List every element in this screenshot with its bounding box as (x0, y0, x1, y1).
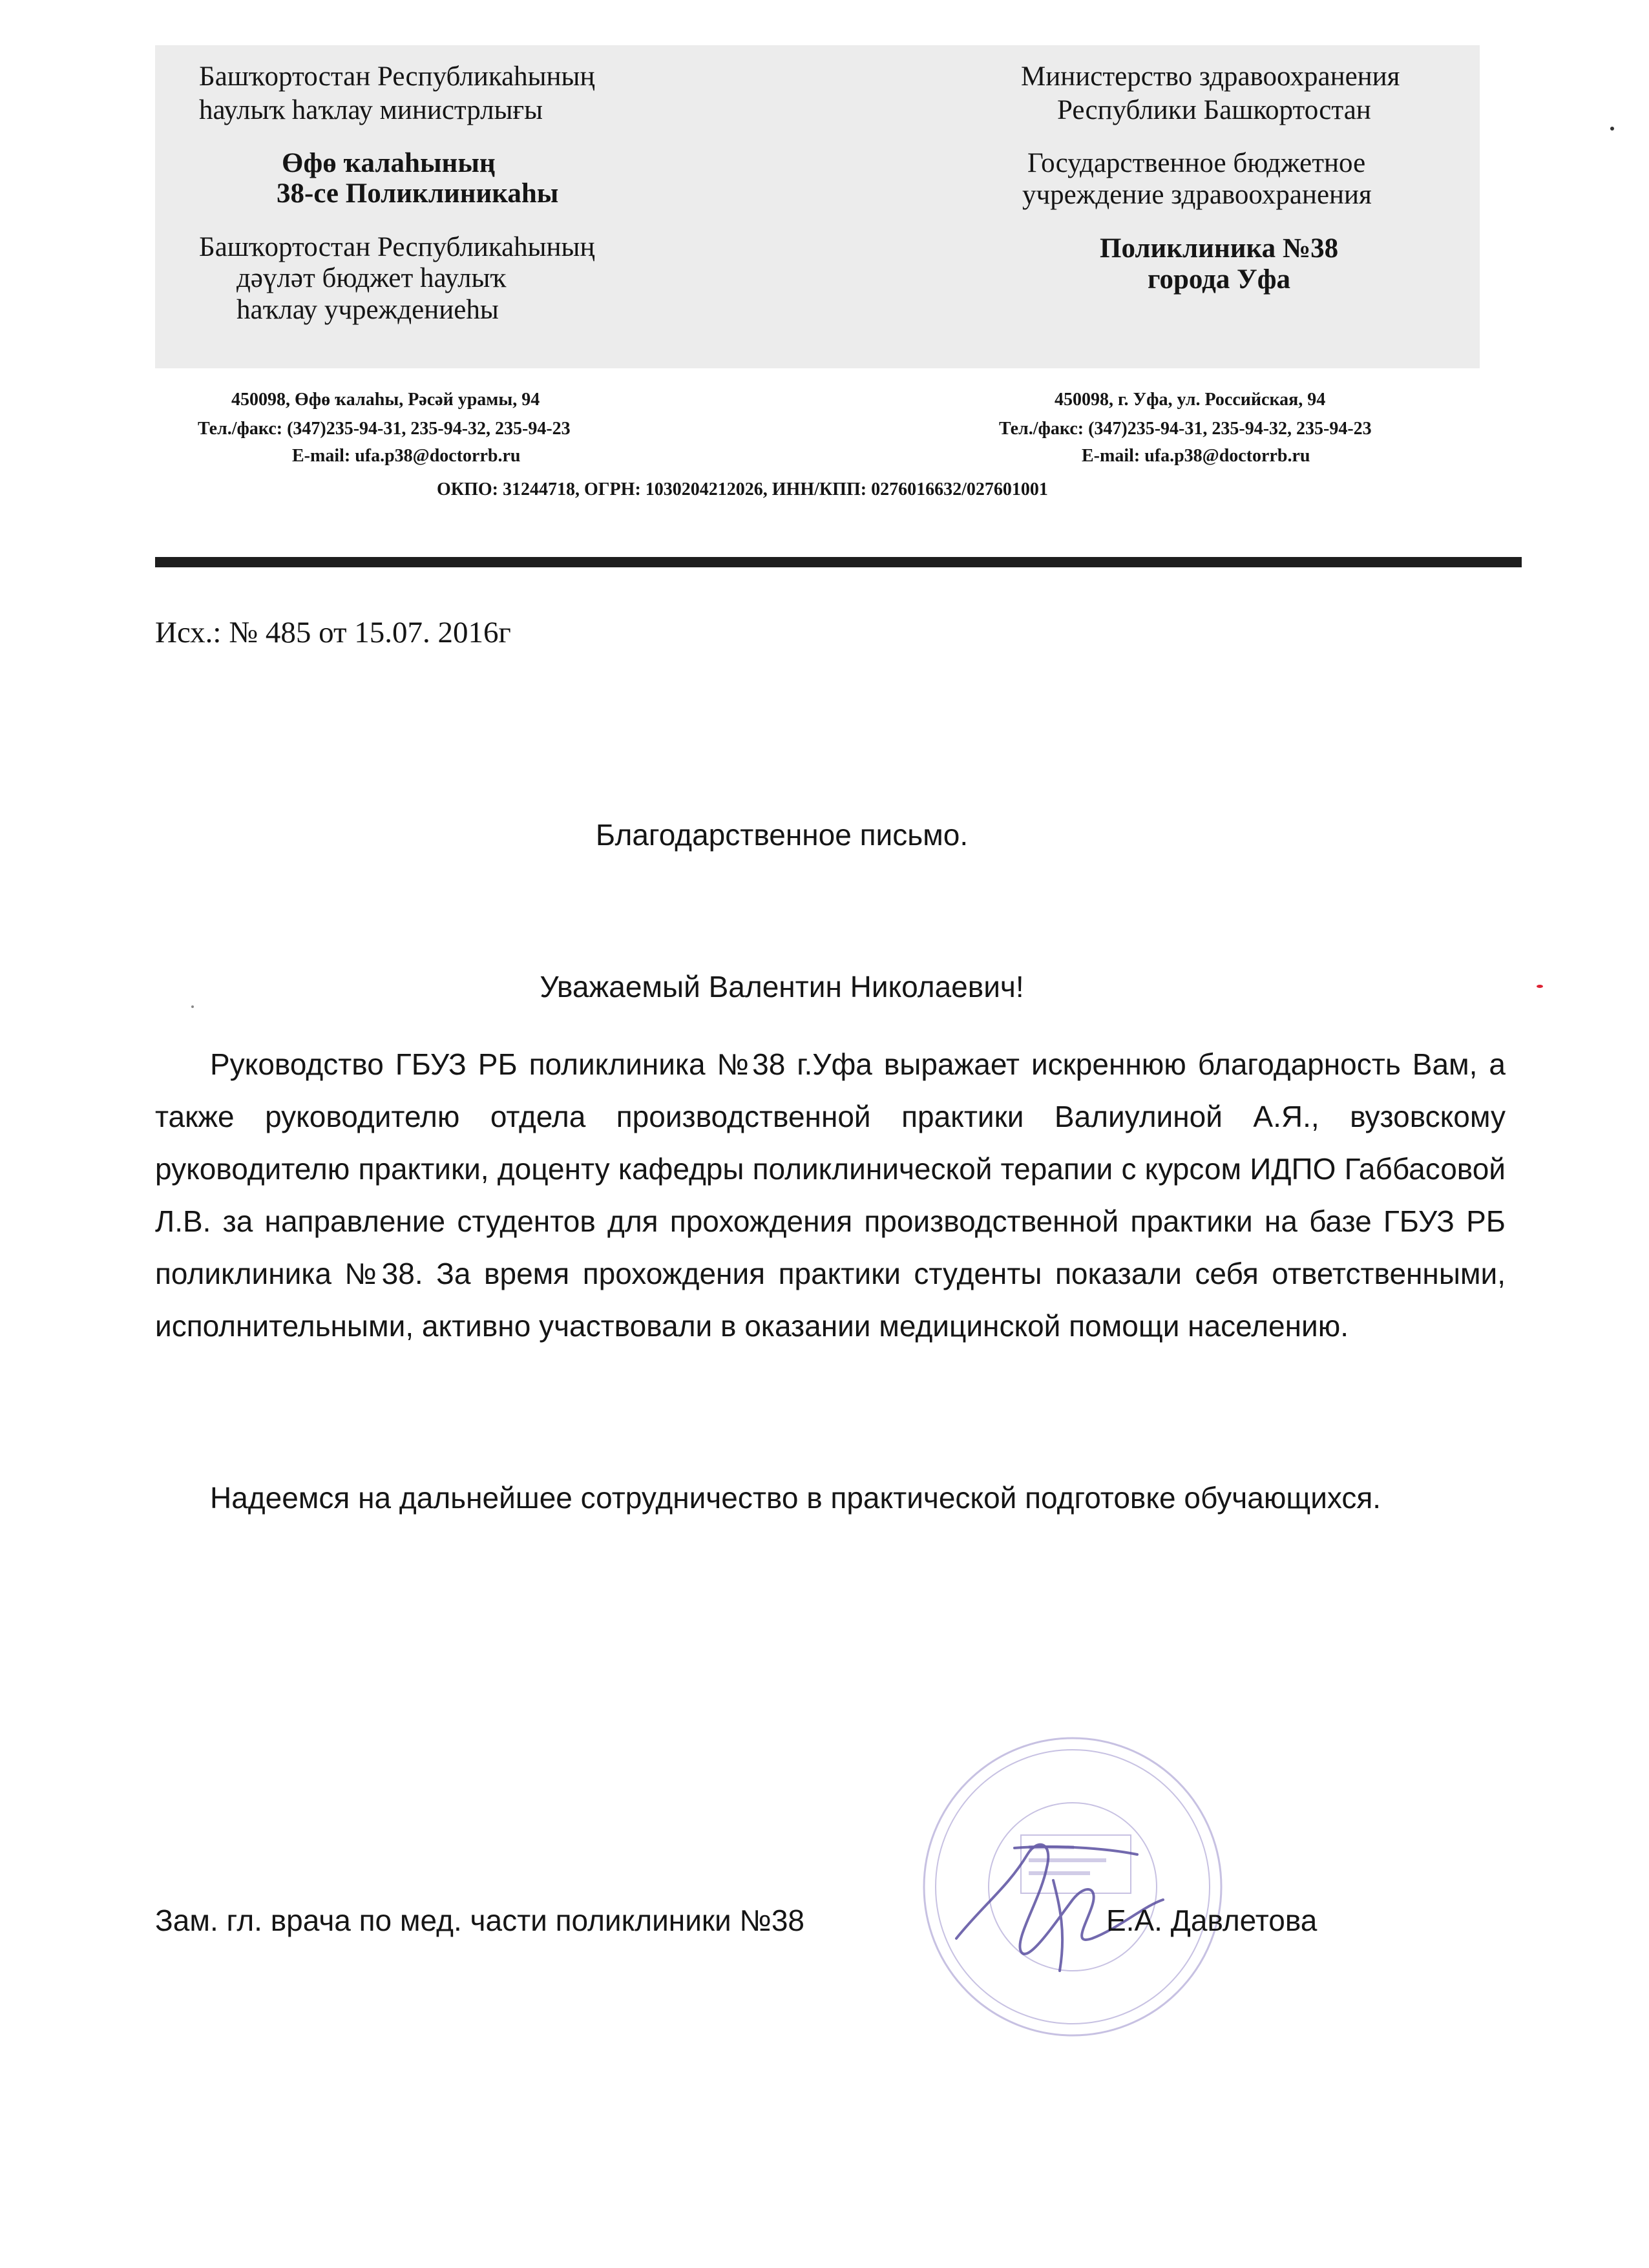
round-stamp (859, 1693, 1312, 2042)
letterhead-divider (155, 557, 1522, 567)
bashkir-phone: Тел./факс: (347)235-94-31, 235-94-32, 235-94-23 (198, 419, 571, 439)
registry-codes: ОКПО: 31244718, ОГРН: 1030204212026, ИНН/КПП: 0276016632/027601001 (437, 479, 1048, 499)
signer-name: Е.А. Давлетова (1106, 1904, 1318, 1937)
scan-speck (1537, 985, 1543, 988)
outgoing-reference: Исх.: № 485 от 15.07. 2016г (155, 616, 511, 649)
body-paragraph: Надеемся на дальнейшее сотрудничество в практической подготовке обучающихся. (210, 1481, 1381, 1515)
russian-email: E-mail: ufa.p38@doctorrb.ru (1082, 446, 1310, 466)
letter-title: Благодарственное письмо. (595, 818, 969, 852)
russian-clinic-line-1: Поликлиника №38 (1100, 233, 1339, 264)
bashkir-clinic-line-1: Өфө ҡалаһының (282, 148, 496, 178)
russian-address: 450098, г. Уфа, ул. Российская, 94 (1055, 390, 1326, 410)
russian-ministry-line-2: Республики Башкортостан (1057, 95, 1371, 125)
scan-speck (191, 1005, 194, 1008)
bashkir-ministry-line-2: һаулыҡ һаҡлау министрлығы (199, 95, 543, 125)
bashkir-institution-line-2: дәүләт бюджет һаулыҡ (236, 263, 507, 293)
russian-institution-line-2: учреждение здравоохранения (1022, 180, 1372, 210)
russian-institution-line-1: Государственное бюджетное (1027, 148, 1366, 178)
bashkir-email: E-mail: ufa.p38@doctorrb.ru (292, 446, 521, 466)
body-paragraph: Руководство ГБУЗ РБ поликлиника №38 г.Уфа выражает искреннюю благодарность Вам, а также руководителю отдела производственной практики Валиулиной А.Я., вузовскому руководителю практики, доценту кафедры поликлинической терапии с курсом ИДПО Габбасовой Л.В. за направление студентов для прохождения производственной практики на базе ГБУЗ РБ поликлиника №38. За время прохождения практики студенты показали себя ответственными, исполнительными, активно участвовали в оказании медицинской помощи населению. (155, 1047, 1506, 1343)
russian-clinic-line-2: города Уфа (1148, 264, 1290, 295)
signer-position: Зам. гл. врача по мед. части поликлиники №38 (155, 1904, 805, 1937)
scan-speck (1610, 127, 1614, 131)
bashkir-institution-line-1: Башҡортостан Республикаһының (199, 232, 595, 262)
russian-ministry-line-1: Министерство здравоохранения (1021, 61, 1400, 92)
bashkir-ministry-line-1: Башҡортостан Республикаһының (199, 61, 595, 92)
bashkir-institution-line-3: һаҡлау учреждениеһы (236, 295, 499, 325)
salutation: Уважаемый Валентин Николаевич! (540, 970, 1024, 1003)
bashkir-clinic-line-2: 38-се Поликлиникаһы (277, 178, 559, 209)
bashkir-address: 450098, Өфө ҡалаһы, Рәсәй урамы, 94 (231, 390, 540, 410)
russian-phone: Тел./факс: (347)235-94-31, 235-94-32, 235-94-23 (999, 419, 1372, 439)
